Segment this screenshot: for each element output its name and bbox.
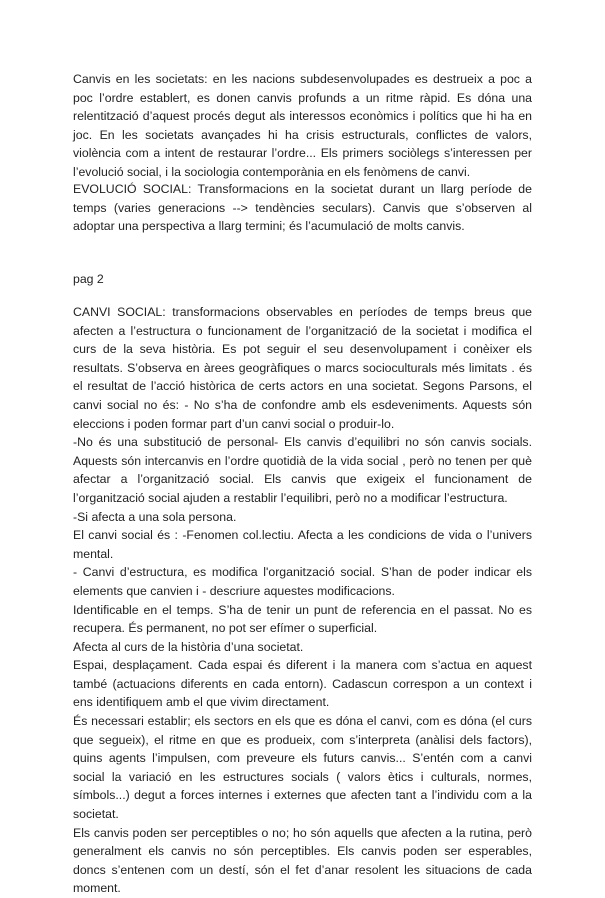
paragraph: CANVI SOCIAL: transformacions observables en períodes de temps breus que afecten a l’estructura o funcionament de l’organització de la societat i modifica el curs de la seva història. Es pot seguir el seu desenvolupament i conèixer els resultats. S’observa en àrees geogràfiques o marcs socioculturals més limitats . és el resultat de l’acció històrica de certs actors en una societat. Segons Parsons, el canvi social no és: - No s’ha de confondre amb els esdeveniments. Aquests són eleccions i poden formar part d’un canvi social o produir-lo. — [73, 305, 532, 431]
paragraph: -Si afecta a una sola persona. — [73, 509, 237, 524]
paragraph: És necessari establir; els sectors en els que es dóna el canvi, com es dóna (el curs que segueix), el ritme en que es produeix, com s’interpreta (anàlisi dels factors), quins agents l’impulsen, com preveure els futurs canvis... S’entén com a canvi social la variació en les estructures socials ( valors ètics i culturals, normes, símbols...) degut a forces internes i externes que afecten tant a l’individu com a la societat. — [73, 714, 532, 822]
paragraph: Canvis en les societats: en les nacions subdesenvolupades es destrueix a poc a poc l’ordre establert, es donen canvis profunds a un ritme ràpid. Es dóna una relentització d’aquest procés degut als interessos econòmics i polítics que hi ha en joc. En les societats avançades hi ha crisis estructurals, conflictes de valors, violència com a intent de restaurar l’ordre... Els primers sociòlegs s’interessen per l’evolució social, i la sociologia contemporània en els fenòmens de canvi. — [73, 72, 532, 179]
section-evolucio-social — [73, 180, 532, 236]
paragraph: -No és una substitució de personal- Els canvis d’equilibri no són canvis socials. Aquests són intercanvis en l’ordre quotidià de la vida social , però no tenen per què afectar a l’organització social. Els canvis que exigeix el funcionament de l’organització social ajuden a restablir l’equilibri, però no a modificar l’estructura. — [73, 435, 532, 505]
paragraph: Afecta al curs de la història d’una societat. — [73, 639, 304, 654]
paragraph: - Canvi d’estructura, es modifica l'organització social. S’han de poder indicar els elements que canvien i - descriure aquestes modificacions. — [73, 565, 532, 598]
paragraph: EVOLUCIÓ SOCIAL: Transformacions en la societat durant un llarg període de temps (varies generacions --> tendències seculars). Canvis que s’observen al adoptar una perspectiva a llarg termini; és l’acumulació de molts canvis. — [73, 182, 532, 234]
section-canvis-societats — [73, 70, 532, 182]
paragraph: Espai, desplaçament. Cada espai és diferent i la manera com s’actua en aquest també (actuacions diferents en cada entorn). Cadascun correspon a un context i ens identifiquem amb el que vivim directament. — [73, 658, 532, 710]
paragraph: Els canvis poden ser perceptibles o no; ho són aquells que afecten a la rutina, però generalment els canvis no són perceptibles. Els canvis poden ser esperables, doncs s’entenen com un destí, són el fet d’anar resolent les situacions de cada moment. — [73, 825, 532, 896]
paragraph: El canvi social és : -Fenomen col.lectiu. Afecta a les condicions de vida o l’univers mental. — [73, 528, 532, 561]
page-label: pag 2 — [73, 272, 104, 286]
paragraph: Identificable en el temps. S’ha de tenir un punt de referencia en el passat. No es recupera. És permanent, no pot ser efímer o superficial. — [73, 602, 532, 636]
section-canvi-social — [73, 303, 532, 898]
